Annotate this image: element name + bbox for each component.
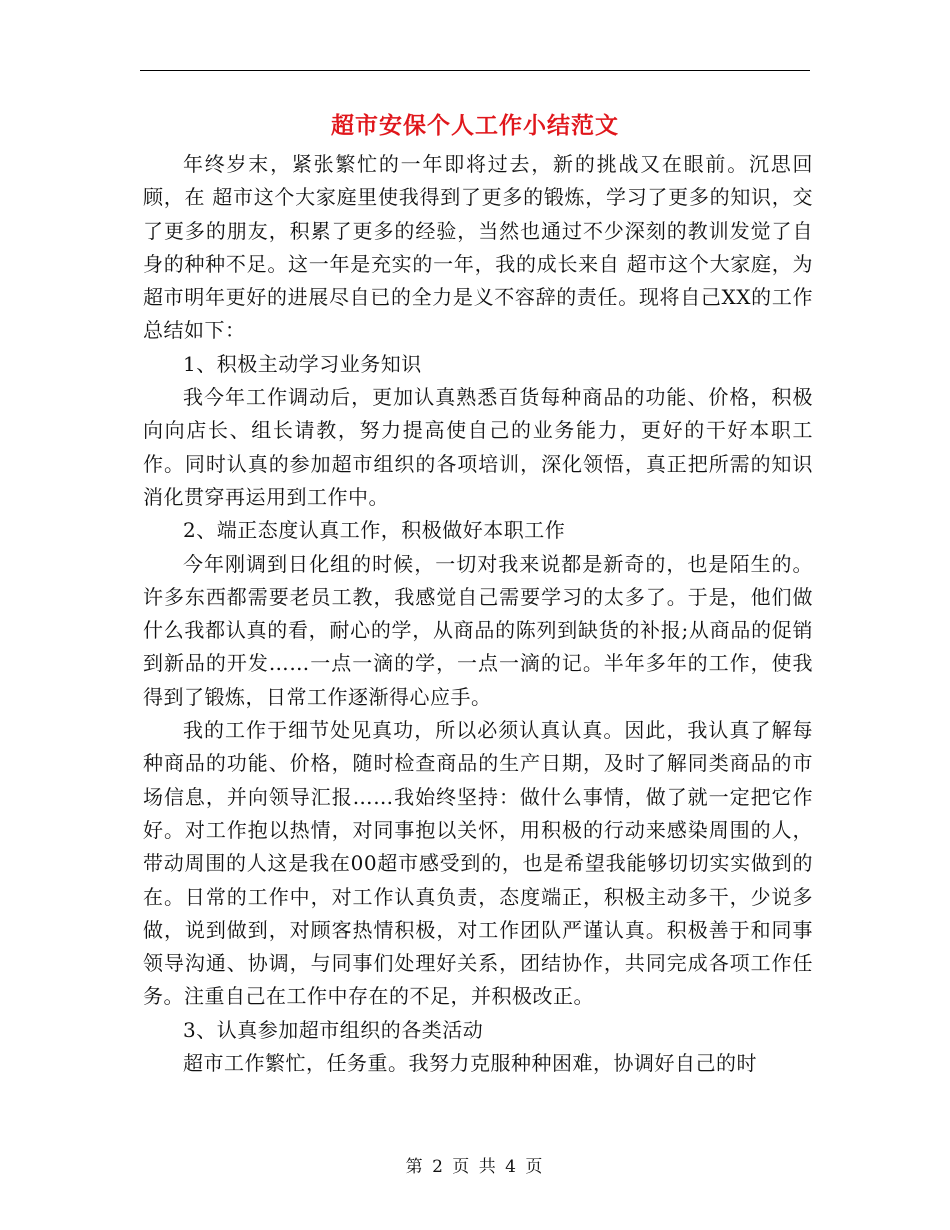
section-heading-1: 1、积极主动学习业务知识 [183, 351, 422, 376]
page-number-footer: 第 2 页 共 4 页 [405, 1157, 545, 1177]
section-heading-3: 3、认真参加超市组织的各类活动 [183, 1017, 484, 1042]
paragraph-intro: 年终岁末，紧张繁忙的一年即将过去，新的挑战又在眼前。沉思回顾，在 超市这个大家庭里使我得到了更多的锻炼，学习了更多的知识，交了更多的朋友，积累了更多的经验，当然也通过不少深刻的教训发觉了自身的种种不足。这一年是充实的一年，我的成长来自 超市这个大家庭，为超市明年更好的进展尽自已的全力是义不容辞的责任。现将自己XX的工作总结如下： [143, 152, 813, 343]
document-title: 超市安保个人工作小结范文 [331, 112, 619, 139]
header-rule [140, 70, 810, 71]
document-body [143, 148, 813, 1080]
paragraph-section-2b: 我的工作于细节处见真功，所以必须认真认真。因此，我认真了解每种商品的功能、价格，随时检查商品的生产日期，及时了解同类商品的市场信息，并向领导汇报……我始终坚持：做什么事情，做了就一定把它作好。对工作抱以热情，对同事抱以关怀，用积极的行动来感染周围的人，带动周围的人这是我在00超市感受到的，也是希望我能够切切实实做到的在。日常的工作中，对工作认真负责，态度端正，积极主动多干，少说多做，说到做到，对顾客热情积极，对工作团队严谨认真。积极善于和同事领导沟通、协调，与同事们处理好关系，团结协作，共同完成各项工作任务。注重自己在工作中存在的不足，并积极改正。 [143, 718, 813, 1009]
section-heading-2: 2、端正态度认真工作，积极做好本职工作 [183, 518, 566, 543]
paragraph-section-3: 超市工作繁忙，任务重。我努力克服种种困难，协调好自己的时 [183, 1051, 757, 1076]
paragraph-section-1: 我今年工作调动后，更加认真熟悉百货每种商品的功能、价格，积极向向店长、组长请教，努力提高使自己的业务能力，更好的干好本职工作。同时认真的参加超市组织的各项培训，深化领悟，真正把所需的知识消化贯穿再运用到工作中。 [143, 385, 813, 509]
paragraph-section-2a: 今年刚调到日化组的时候，一切对我来说都是新奇的，也是陌生的。许多东西都需要老员工教，我感觉自己需要学习的太多了。于是，他们做什么我都认真的看，耐心的学，从商品的陈列到缺货的补报;从商品的促销到新品的开发……一点一滴的学，一点一滴的记。半年多年的工作，使我得到了锻炼，日常工作逐渐得心应手。 [143, 551, 813, 709]
